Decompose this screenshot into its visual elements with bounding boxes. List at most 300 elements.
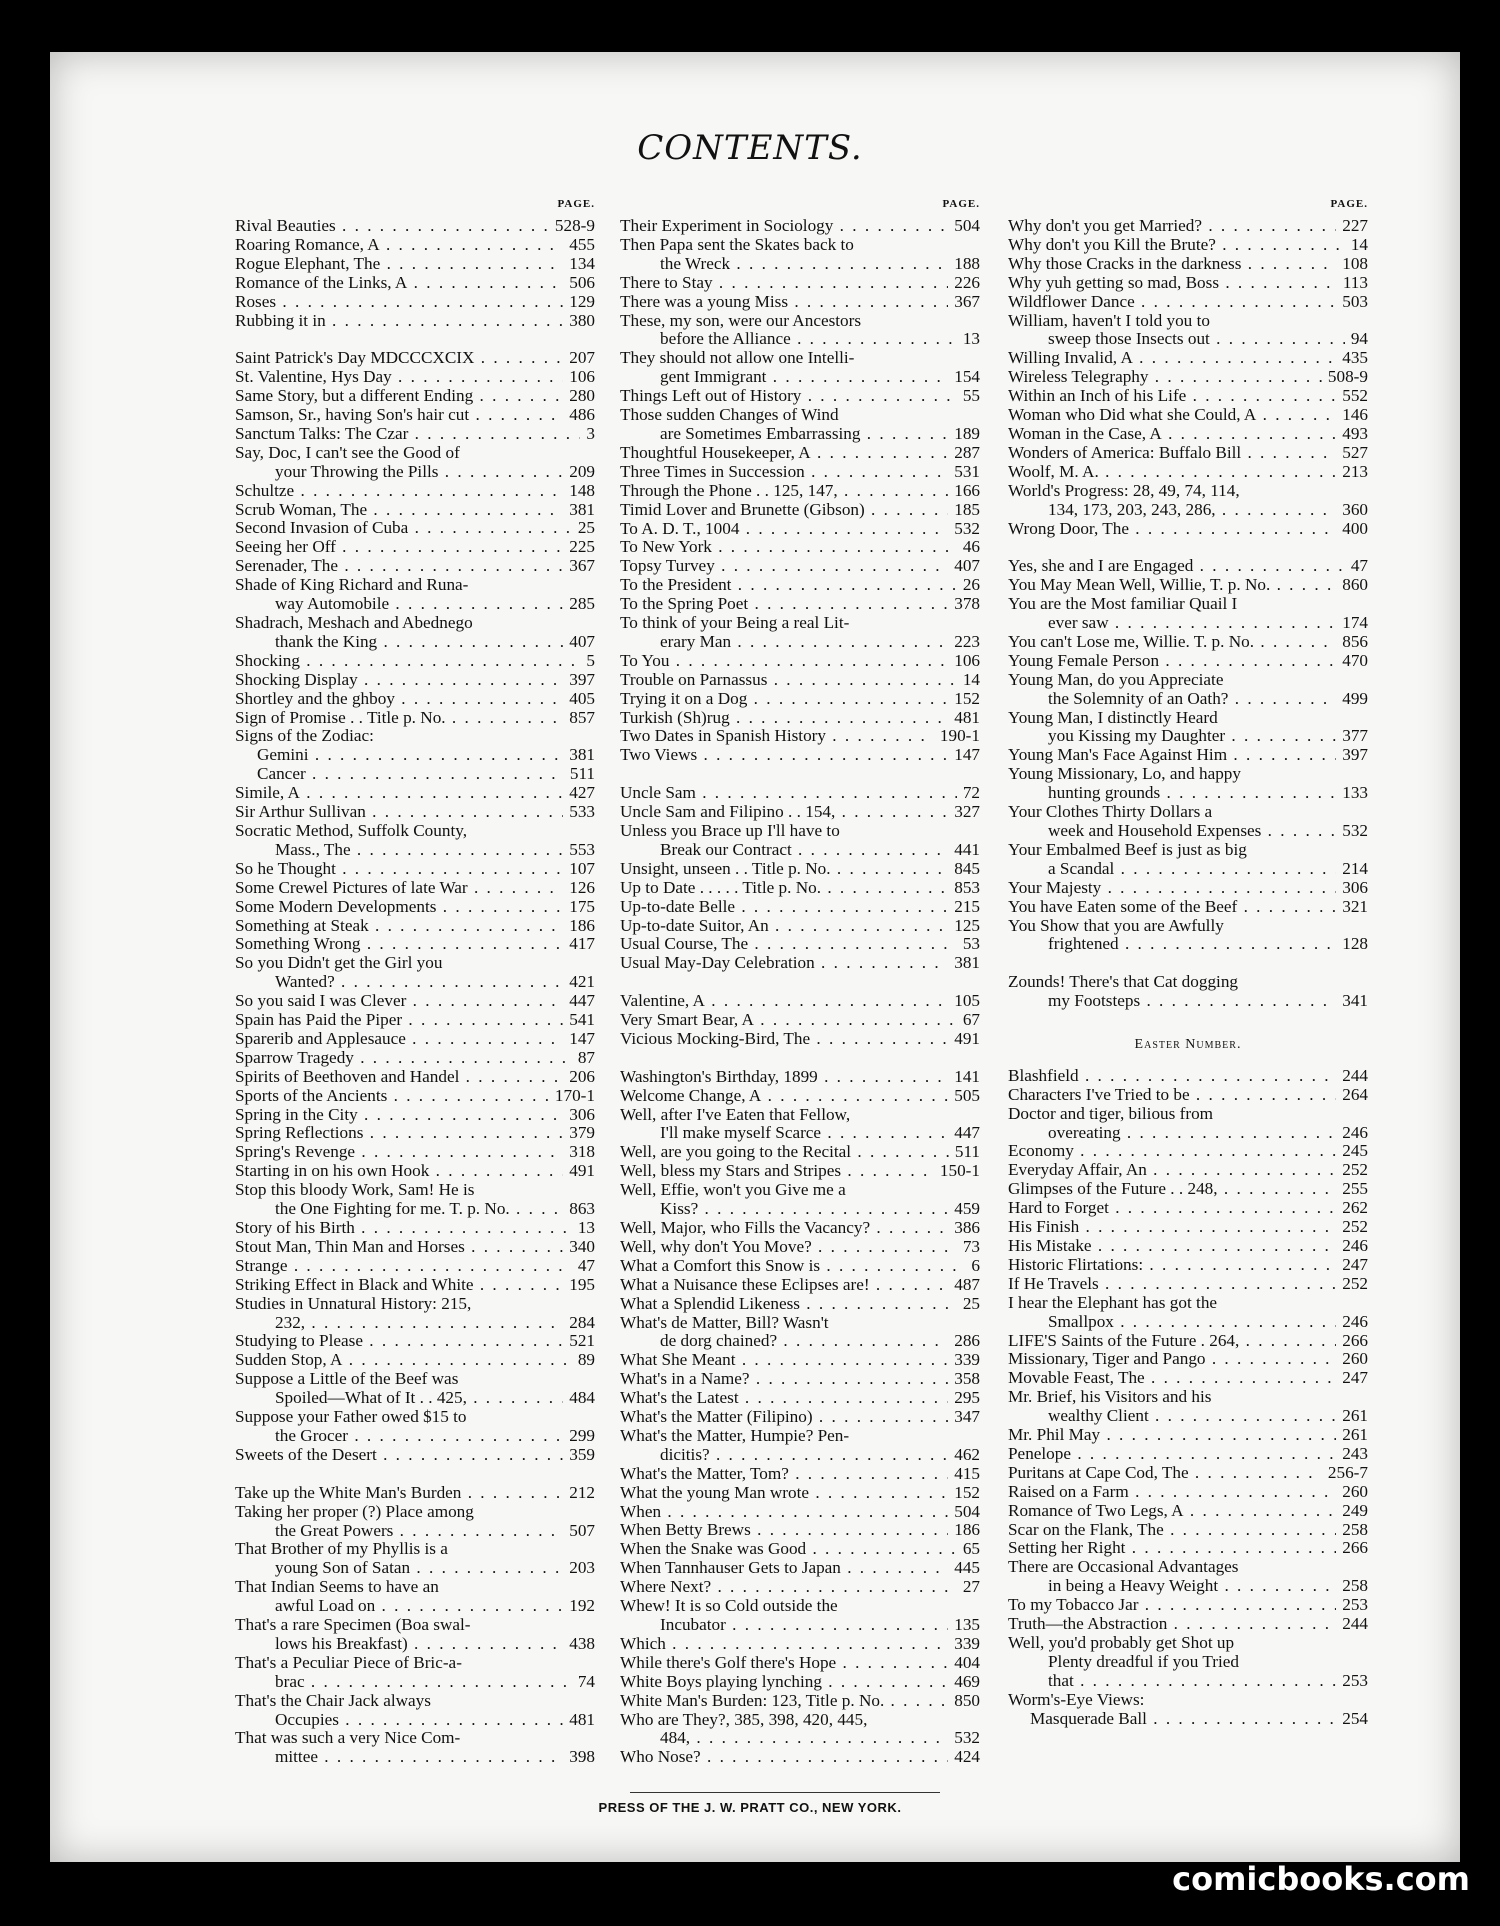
contents-entry bbox=[620, 709, 980, 728]
entry-title: hunting grounds . . . bbox=[1048, 784, 1336, 803]
contents-entry bbox=[620, 1408, 980, 1427]
entry-page-number: 521 bbox=[569, 1331, 595, 1351]
entry-title: Spring's Revenge . . . bbox=[235, 1143, 563, 1162]
contents-entry bbox=[620, 1219, 980, 1238]
entry-page-number: 381 bbox=[954, 953, 980, 973]
contents-entry bbox=[235, 1559, 595, 1578]
entry-page-number: 14 bbox=[962, 669, 980, 689]
entry-title: Why yuh getting so mad, Boss . . . bbox=[1008, 274, 1337, 293]
entry-page-number: 254 bbox=[1342, 1708, 1368, 1728]
entry-page-number: 845 bbox=[954, 858, 980, 878]
contents-entry bbox=[620, 1370, 980, 1389]
entry-title: Signs of the Zodiac: bbox=[235, 727, 374, 746]
entry-title: mittee . . . bbox=[275, 1748, 563, 1767]
entry-page-number: 469 bbox=[954, 1671, 980, 1691]
contents-entry bbox=[620, 633, 980, 652]
contents-entry bbox=[620, 803, 980, 822]
entry-page-number: 106 bbox=[954, 650, 980, 670]
contents-entry bbox=[235, 1276, 595, 1295]
entry-page-number: 347 bbox=[954, 1407, 980, 1427]
entry-title: I'll make myself Scarce . . . bbox=[660, 1124, 948, 1143]
entry-page-number: 46 bbox=[962, 537, 980, 557]
entry-title: Historic Flirtations: . . . bbox=[1008, 1256, 1336, 1275]
contents-entry bbox=[1008, 1199, 1368, 1218]
entry-page-number: 381 bbox=[569, 499, 595, 519]
contents-entry bbox=[620, 1314, 980, 1333]
contents-entry bbox=[620, 1540, 980, 1559]
entry-title: Woman who Did what she Could, A . . . bbox=[1008, 406, 1336, 425]
contents-entry bbox=[620, 444, 980, 463]
entry-title: Well, Major, who Fills the Vacancy? . . . bbox=[620, 1219, 948, 1238]
contents-entry bbox=[620, 746, 980, 765]
entry-page-number: 243 bbox=[1342, 1443, 1368, 1463]
contents-entry bbox=[620, 1295, 980, 1314]
entry-title: Romance of the Links, A . . . bbox=[235, 274, 563, 293]
entry-title: Woolf, M. A. . . . bbox=[1008, 463, 1336, 482]
printer-imprint: PRESS OF THE J. W. PRATT CO., NEW YORK. bbox=[598, 1800, 902, 1815]
entry-page-number: 491 bbox=[569, 1161, 595, 1181]
contents-entry bbox=[1008, 463, 1368, 482]
entry-title: wealthy Client . . . bbox=[1048, 1407, 1336, 1426]
contents-entry bbox=[620, 1484, 980, 1503]
contents-entry bbox=[235, 898, 595, 917]
entry-page-number: 192 bbox=[569, 1596, 595, 1616]
entry-title: my Footsteps . . . bbox=[1048, 992, 1336, 1011]
entry-page-number: 860 bbox=[1342, 575, 1368, 595]
contents-entry bbox=[235, 690, 595, 709]
entry-page-number: 129 bbox=[569, 291, 595, 311]
entry-title: Uncle Sam and Filipino . . 154, . . . bbox=[620, 803, 948, 822]
section-gap bbox=[1008, 954, 1368, 973]
contents-entry bbox=[1008, 501, 1368, 520]
entry-page-number: 190-1 bbox=[939, 726, 980, 746]
entry-page-number: 108 bbox=[1342, 253, 1368, 273]
entry-title: Scar on the Flank, The . . . bbox=[1008, 1521, 1336, 1540]
entry-page-number: 359 bbox=[569, 1444, 595, 1464]
contents-entry bbox=[620, 217, 980, 236]
contents-entry bbox=[235, 992, 595, 1011]
entry-title: That's a rare Specimen (Boa swal- bbox=[235, 1616, 471, 1635]
entry-page-number: 264 bbox=[1342, 1084, 1368, 1104]
entry-title: Shortley and the ghboy . . . bbox=[235, 690, 563, 709]
entry-title: gent Immigrant . . . bbox=[660, 368, 948, 387]
contents-entry bbox=[1008, 557, 1368, 576]
contents-entry bbox=[235, 822, 595, 841]
contents-entry bbox=[235, 1711, 595, 1730]
entry-title: LIFE'S Saints of the Future . 264, . . . bbox=[1008, 1332, 1336, 1351]
entry-title: Sign of Promise . . Title p. No. . . . bbox=[235, 709, 563, 728]
entry-title: What's the Matter, Tom? . . . bbox=[620, 1465, 948, 1484]
entry-page-number: 462 bbox=[954, 1444, 980, 1464]
contents-entry bbox=[620, 1578, 980, 1597]
entry-page-number: 532 bbox=[1342, 820, 1368, 840]
entry-title: Those sudden Changes of Wind bbox=[620, 406, 839, 425]
contents-entry bbox=[620, 349, 980, 368]
entry-title: When Betty Brews . . . bbox=[620, 1521, 948, 1540]
entry-title: Serenader, The . . . bbox=[235, 557, 563, 576]
entry-title: thank the King . . . bbox=[275, 633, 563, 652]
contents-entry bbox=[1008, 1710, 1368, 1729]
entry-title: in being a Heavy Weight . . . bbox=[1048, 1577, 1336, 1596]
entry-title: Spring in the City . . . bbox=[235, 1106, 563, 1125]
entry-title: Break our Contract . . . bbox=[660, 841, 948, 860]
entry-page-number: 135 bbox=[954, 1615, 980, 1635]
entry-page-number: 125 bbox=[954, 915, 980, 935]
entry-title: That Brother of my Phyllis is a bbox=[235, 1540, 448, 1559]
entry-title: Young Missionary, Lo, and happy bbox=[1008, 765, 1241, 784]
entry-page-number: 299 bbox=[569, 1425, 595, 1445]
entry-page-number: 258 bbox=[1342, 1519, 1368, 1539]
entry-title: lows his Breakfast) . . . bbox=[275, 1635, 563, 1654]
entry-page-number: 27 bbox=[962, 1577, 980, 1597]
contents-entry bbox=[1008, 444, 1368, 463]
entry-title: Valentine, A . . . bbox=[620, 992, 948, 1011]
entry-title: Everyday Affair, An . . . bbox=[1008, 1161, 1336, 1180]
entry-title: Characters I've Tried to be . . . bbox=[1008, 1086, 1336, 1105]
entry-page-number: 72 bbox=[962, 783, 980, 803]
entry-page-number: 55 bbox=[962, 386, 980, 406]
entry-title: Why those Cracks in the darkness . . . bbox=[1008, 255, 1336, 274]
entry-page-number: 249 bbox=[1342, 1500, 1368, 1520]
entry-page-number: 511 bbox=[954, 1142, 980, 1162]
entry-page-number: 213 bbox=[1342, 461, 1368, 481]
entry-page-number: 287 bbox=[954, 442, 980, 462]
entry-title: Well, Effie, won't you Give me a bbox=[620, 1181, 846, 1200]
entry-page-number: 424 bbox=[954, 1747, 980, 1767]
contents-entry bbox=[1008, 879, 1368, 898]
entry-page-number: 134 bbox=[569, 253, 595, 273]
entry-title: Shocking Display . . . bbox=[235, 671, 563, 690]
entry-title: erary Man . . . bbox=[660, 633, 948, 652]
contents-entry bbox=[620, 387, 980, 406]
entry-title: Young Man, I distinctly Heard bbox=[1008, 708, 1218, 727]
entry-title: To my Tobacco Jar . . . bbox=[1008, 1596, 1336, 1615]
entry-page-number: 405 bbox=[569, 688, 595, 708]
entry-page-number: 379 bbox=[569, 1123, 595, 1143]
contents-entry bbox=[620, 1068, 980, 1087]
entry-title: Taking her proper (?) Place among bbox=[235, 1502, 474, 1521]
entry-title: Something at Steak . . . bbox=[235, 917, 563, 936]
contents-entry bbox=[235, 1068, 595, 1087]
contents-entry bbox=[1008, 1388, 1368, 1407]
entry-title: Movable Feast, The . . . bbox=[1008, 1369, 1336, 1388]
entry-page-number: 400 bbox=[1342, 518, 1368, 538]
entry-page-number: 47 bbox=[1350, 556, 1368, 576]
contents-entry bbox=[235, 595, 595, 614]
entry-page-number: 203 bbox=[569, 1558, 595, 1578]
entry-page-number: 152 bbox=[954, 688, 980, 708]
entry-page-number: 459 bbox=[954, 1199, 980, 1219]
entry-title: Smallpox . . . bbox=[1048, 1313, 1336, 1332]
entry-title: Worm's-Eye Views: bbox=[1008, 1690, 1145, 1709]
contents-entry bbox=[235, 1162, 595, 1181]
entry-title: Something Wrong . . . bbox=[235, 935, 563, 954]
entry-title: What a Comfort this Snow is . . . bbox=[620, 1257, 965, 1276]
entry-page-number: 74 bbox=[577, 1671, 595, 1691]
section-heading: Easter Number. bbox=[1134, 1036, 1242, 1052]
entry-title: before the Alliance . . . bbox=[660, 330, 957, 349]
contents-entry bbox=[1008, 1369, 1368, 1388]
contents-entry bbox=[620, 614, 980, 633]
entry-title: awful Load on . . . bbox=[275, 1597, 563, 1616]
entry-title: Why don't you Kill the Brute? . . . bbox=[1008, 236, 1345, 255]
contents-entry bbox=[620, 822, 980, 841]
contents-entry bbox=[620, 595, 980, 614]
contents-entry bbox=[1008, 425, 1368, 444]
entry-title: Spring Reflections . . . bbox=[235, 1124, 563, 1143]
contents-column-2 bbox=[620, 195, 980, 1767]
entry-title: You May Mean Well, Willie, T. p. No. . . . bbox=[1008, 576, 1336, 595]
contents-entry bbox=[1008, 765, 1368, 784]
entry-page-number: 247 bbox=[1342, 1254, 1368, 1274]
entry-page-number: 367 bbox=[569, 556, 595, 576]
entry-title: are Sometimes Embarrassing . . . bbox=[660, 425, 948, 444]
contents-entry bbox=[1008, 841, 1368, 860]
contents-entry bbox=[1008, 1180, 1368, 1199]
entry-title: the Great Powers . . . bbox=[275, 1522, 563, 1541]
entry-page-number: 306 bbox=[1342, 877, 1368, 897]
contents-entry bbox=[235, 255, 595, 274]
entry-page-number: 53 bbox=[962, 934, 980, 954]
entry-title: Roses . . . bbox=[235, 293, 563, 312]
entry-title: Why don't you get Married? . . . bbox=[1008, 217, 1336, 236]
entry-page-number: 286 bbox=[954, 1331, 980, 1351]
entry-title: Then Papa sent the Skates back to bbox=[620, 235, 854, 254]
entry-title: Schultze . . . bbox=[235, 482, 563, 501]
entry-title: Striking Effect in Black and White . . . bbox=[235, 1276, 563, 1295]
entry-page-number: 89 bbox=[577, 1350, 595, 1370]
entry-page-number: 532 bbox=[954, 518, 980, 538]
entry-page-number: 533 bbox=[569, 802, 595, 822]
entry-title: His Finish . . . bbox=[1008, 1218, 1336, 1237]
contents-entry bbox=[620, 954, 980, 973]
entry-title: Woman in the Case, A . . . bbox=[1008, 425, 1336, 444]
entry-page-number: 5 bbox=[586, 650, 595, 670]
entry-title: the Solemnity of an Oath? . . . bbox=[1048, 690, 1336, 709]
entry-title: St. Valentine, Hys Day . . . bbox=[235, 368, 563, 387]
contents-entry bbox=[620, 860, 980, 879]
contents-entry bbox=[1008, 746, 1368, 765]
contents-entry bbox=[1008, 860, 1368, 879]
entry-title: His Mistake . . . bbox=[1008, 1237, 1336, 1256]
contents-entry bbox=[620, 727, 980, 746]
contents-entry bbox=[1008, 274, 1368, 293]
entry-page-number: 154 bbox=[954, 367, 980, 387]
entry-title: 484, . . . bbox=[660, 1729, 948, 1748]
entry-title: That's a Peculiar Piece of Bric-a- bbox=[235, 1653, 462, 1672]
contents-entry bbox=[1008, 652, 1368, 671]
entry-title: you Kissing my Daughter . . . bbox=[1048, 727, 1336, 746]
entry-title: a Scandal . . . bbox=[1048, 860, 1336, 879]
entry-title: Three Times in Succession . . . bbox=[620, 463, 948, 482]
entry-title: Zounds! There's that Cat dogging bbox=[1008, 973, 1239, 992]
contents-entry bbox=[620, 236, 980, 255]
contents-entry bbox=[1008, 520, 1368, 539]
entry-page-number: 507 bbox=[569, 1520, 595, 1540]
contents-entry bbox=[235, 406, 595, 425]
entry-page-number: 470 bbox=[1342, 650, 1368, 670]
entry-title: When the Snake was Good . . . bbox=[620, 1540, 957, 1559]
entry-page-number: 404 bbox=[954, 1652, 980, 1672]
entry-page-number: 14 bbox=[1350, 234, 1368, 254]
entry-title: your Throwing the Pills . . . bbox=[275, 463, 563, 482]
entry-page-number: 175 bbox=[569, 896, 595, 916]
contents-entry bbox=[235, 1257, 595, 1276]
entry-title: Suppose a Little of the Beef was bbox=[235, 1370, 459, 1389]
contents-entry bbox=[235, 349, 595, 368]
entry-title: Where Next? . . . bbox=[620, 1578, 957, 1597]
entry-title: Some Crewel Pictures of late War . . . bbox=[235, 879, 563, 898]
contents-entry bbox=[235, 387, 595, 406]
entry-title: Two Views . . . bbox=[620, 746, 948, 765]
entry-page-number: 170-1 bbox=[554, 1085, 595, 1105]
entry-page-number: 508-9 bbox=[1327, 367, 1368, 387]
entry-page-number: 863 bbox=[569, 1199, 595, 1219]
entry-title: Your Majesty . . . bbox=[1008, 879, 1336, 898]
footer-rule bbox=[630, 1792, 940, 1793]
entry-page-number: 246 bbox=[1342, 1311, 1368, 1331]
entry-page-number: 261 bbox=[1342, 1406, 1368, 1426]
entry-title: Occupies . . . bbox=[275, 1711, 563, 1730]
contents-entry bbox=[620, 784, 980, 803]
contents-entry bbox=[620, 330, 980, 349]
entry-title: What the young Man wrote . . . bbox=[620, 1484, 948, 1503]
entry-title: Blashfield . . . bbox=[1008, 1067, 1336, 1086]
entry-title: Glimpses of the Future . . 248, . . . bbox=[1008, 1180, 1336, 1199]
contents-entry bbox=[620, 1559, 980, 1578]
entry-page-number: 214 bbox=[1342, 858, 1368, 878]
entry-page-number: 856 bbox=[1342, 631, 1368, 651]
entry-page-number: 377 bbox=[1342, 726, 1368, 746]
contents-entry bbox=[1008, 1142, 1368, 1161]
entry-title: Welcome Change, A . . . bbox=[620, 1087, 948, 1106]
contents-entry bbox=[235, 1408, 595, 1427]
entry-title: Stout Man, Thin Man and Horses . . . bbox=[235, 1238, 563, 1257]
contents-entry bbox=[235, 1446, 595, 1465]
entry-title: If He Travels . . . bbox=[1008, 1275, 1336, 1294]
entry-page-number: 152 bbox=[954, 1482, 980, 1502]
contents-entry bbox=[620, 1673, 980, 1692]
contents-entry bbox=[235, 1427, 595, 1446]
entry-page-number: 527 bbox=[1342, 442, 1368, 462]
entry-title: Rival Beauties . . . bbox=[235, 217, 549, 236]
entry-title: Well, why don't You Move? . . . bbox=[620, 1238, 957, 1257]
entry-page-number: 141 bbox=[954, 1066, 980, 1086]
contents-entry bbox=[1008, 992, 1368, 1011]
entry-title: Usual May-Day Celebration . . . bbox=[620, 954, 948, 973]
entry-page-number: 397 bbox=[1342, 745, 1368, 765]
entry-title: brac . . . bbox=[275, 1673, 572, 1692]
entry-title: To the Spring Poet . . . bbox=[620, 595, 948, 614]
entry-title: Well, you'd probably get Shot up bbox=[1008, 1634, 1235, 1653]
entry-page-number: 128 bbox=[1342, 934, 1368, 954]
contents-entry bbox=[1008, 671, 1368, 690]
contents-entry bbox=[235, 501, 595, 520]
entry-title: Vicious Mocking-Bird, The . . . bbox=[620, 1030, 948, 1049]
entry-page-number: 133 bbox=[1342, 783, 1368, 803]
page-title: CONTENTS. bbox=[637, 128, 863, 168]
entry-title: To You . . . bbox=[620, 652, 948, 671]
entry-title: When . . . bbox=[620, 1503, 948, 1522]
contents-entry bbox=[1008, 1294, 1368, 1313]
entry-title: Mr. Brief, his Visitors and his bbox=[1008, 1388, 1212, 1407]
contents-entry bbox=[235, 1030, 595, 1049]
entry-title: Sudden Stop, A . . . bbox=[235, 1351, 572, 1370]
contents-entry bbox=[620, 557, 980, 576]
section-gap bbox=[1008, 1011, 1368, 1030]
entry-page-number: 146 bbox=[1342, 405, 1368, 425]
contents-entry bbox=[1008, 1691, 1368, 1710]
contents-entry bbox=[235, 236, 595, 255]
entry-page-number: 415 bbox=[954, 1463, 980, 1483]
entry-title: There was a young Miss . . . bbox=[620, 293, 948, 312]
entry-title: Puritans at Cape Cod, The . . . bbox=[1008, 1464, 1322, 1483]
entry-page-number: 441 bbox=[954, 839, 980, 859]
entry-title: They should not allow one Intelli- bbox=[620, 349, 855, 368]
entry-title: William, haven't I told you to bbox=[1008, 311, 1210, 330]
contents-entry bbox=[235, 633, 595, 652]
entry-title: Roaring Romance, A . . . bbox=[235, 236, 563, 255]
contents-entry bbox=[620, 1143, 980, 1162]
contents-entry bbox=[1008, 1672, 1368, 1691]
entry-title: Studying to Please . . . bbox=[235, 1332, 563, 1351]
entry-title: week and Household Expenses . . . bbox=[1048, 822, 1336, 841]
contents-entry bbox=[1008, 1256, 1368, 1275]
entry-page-number: 532 bbox=[954, 1728, 980, 1748]
contents-entry bbox=[1008, 595, 1368, 614]
contents-entry bbox=[620, 1711, 980, 1730]
contents-entry bbox=[620, 1389, 980, 1408]
section-gap bbox=[1008, 538, 1368, 557]
entry-title: These, my son, were our Ancestors bbox=[620, 311, 862, 330]
contents-entry bbox=[620, 841, 980, 860]
contents-entry bbox=[620, 917, 980, 936]
entry-title: There are Occasional Advantages bbox=[1008, 1558, 1239, 1577]
contents-entry bbox=[620, 538, 980, 557]
contents-entry bbox=[235, 482, 595, 501]
section-gap bbox=[620, 1049, 980, 1068]
contents-entry bbox=[1008, 1483, 1368, 1502]
page-column-heading: PAGE. bbox=[1330, 198, 1368, 210]
entry-title: Up to Date . . . . . Title p. No. . . . bbox=[620, 879, 948, 898]
entry-title: Topsy Turvey . . . bbox=[620, 557, 948, 576]
contents-entry bbox=[620, 1200, 980, 1219]
entry-title: Say, Doc, I can't see the Good of bbox=[235, 443, 460, 462]
contents-entry bbox=[1008, 727, 1368, 746]
contents-entry bbox=[1008, 236, 1368, 255]
contents-entry bbox=[1008, 406, 1368, 425]
contents-entry bbox=[1008, 387, 1368, 406]
contents-entry bbox=[235, 1351, 595, 1370]
entry-page-number: 107 bbox=[569, 858, 595, 878]
entry-page-number: 212 bbox=[569, 1482, 595, 1502]
contents-entry bbox=[235, 274, 595, 293]
contents-entry bbox=[620, 1635, 980, 1654]
entry-page-number: 65 bbox=[962, 1539, 980, 1559]
entry-page-number: 380 bbox=[569, 310, 595, 330]
entry-title: Sweets of the Desert . . . bbox=[235, 1446, 563, 1465]
entry-page-number: 13 bbox=[962, 329, 980, 349]
entry-title: Which . . . bbox=[620, 1635, 948, 1654]
contents-entry bbox=[235, 954, 595, 973]
entry-page-number: 47 bbox=[577, 1255, 595, 1275]
entry-page-number: 266 bbox=[1342, 1330, 1368, 1350]
contents-entry bbox=[620, 463, 980, 482]
entry-title: Story of his Birth . . . bbox=[235, 1219, 572, 1238]
entry-page-number: 106 bbox=[569, 367, 595, 387]
entry-title: sweep those Insects out . . . bbox=[1048, 330, 1345, 349]
contents-entry bbox=[1008, 1124, 1368, 1143]
